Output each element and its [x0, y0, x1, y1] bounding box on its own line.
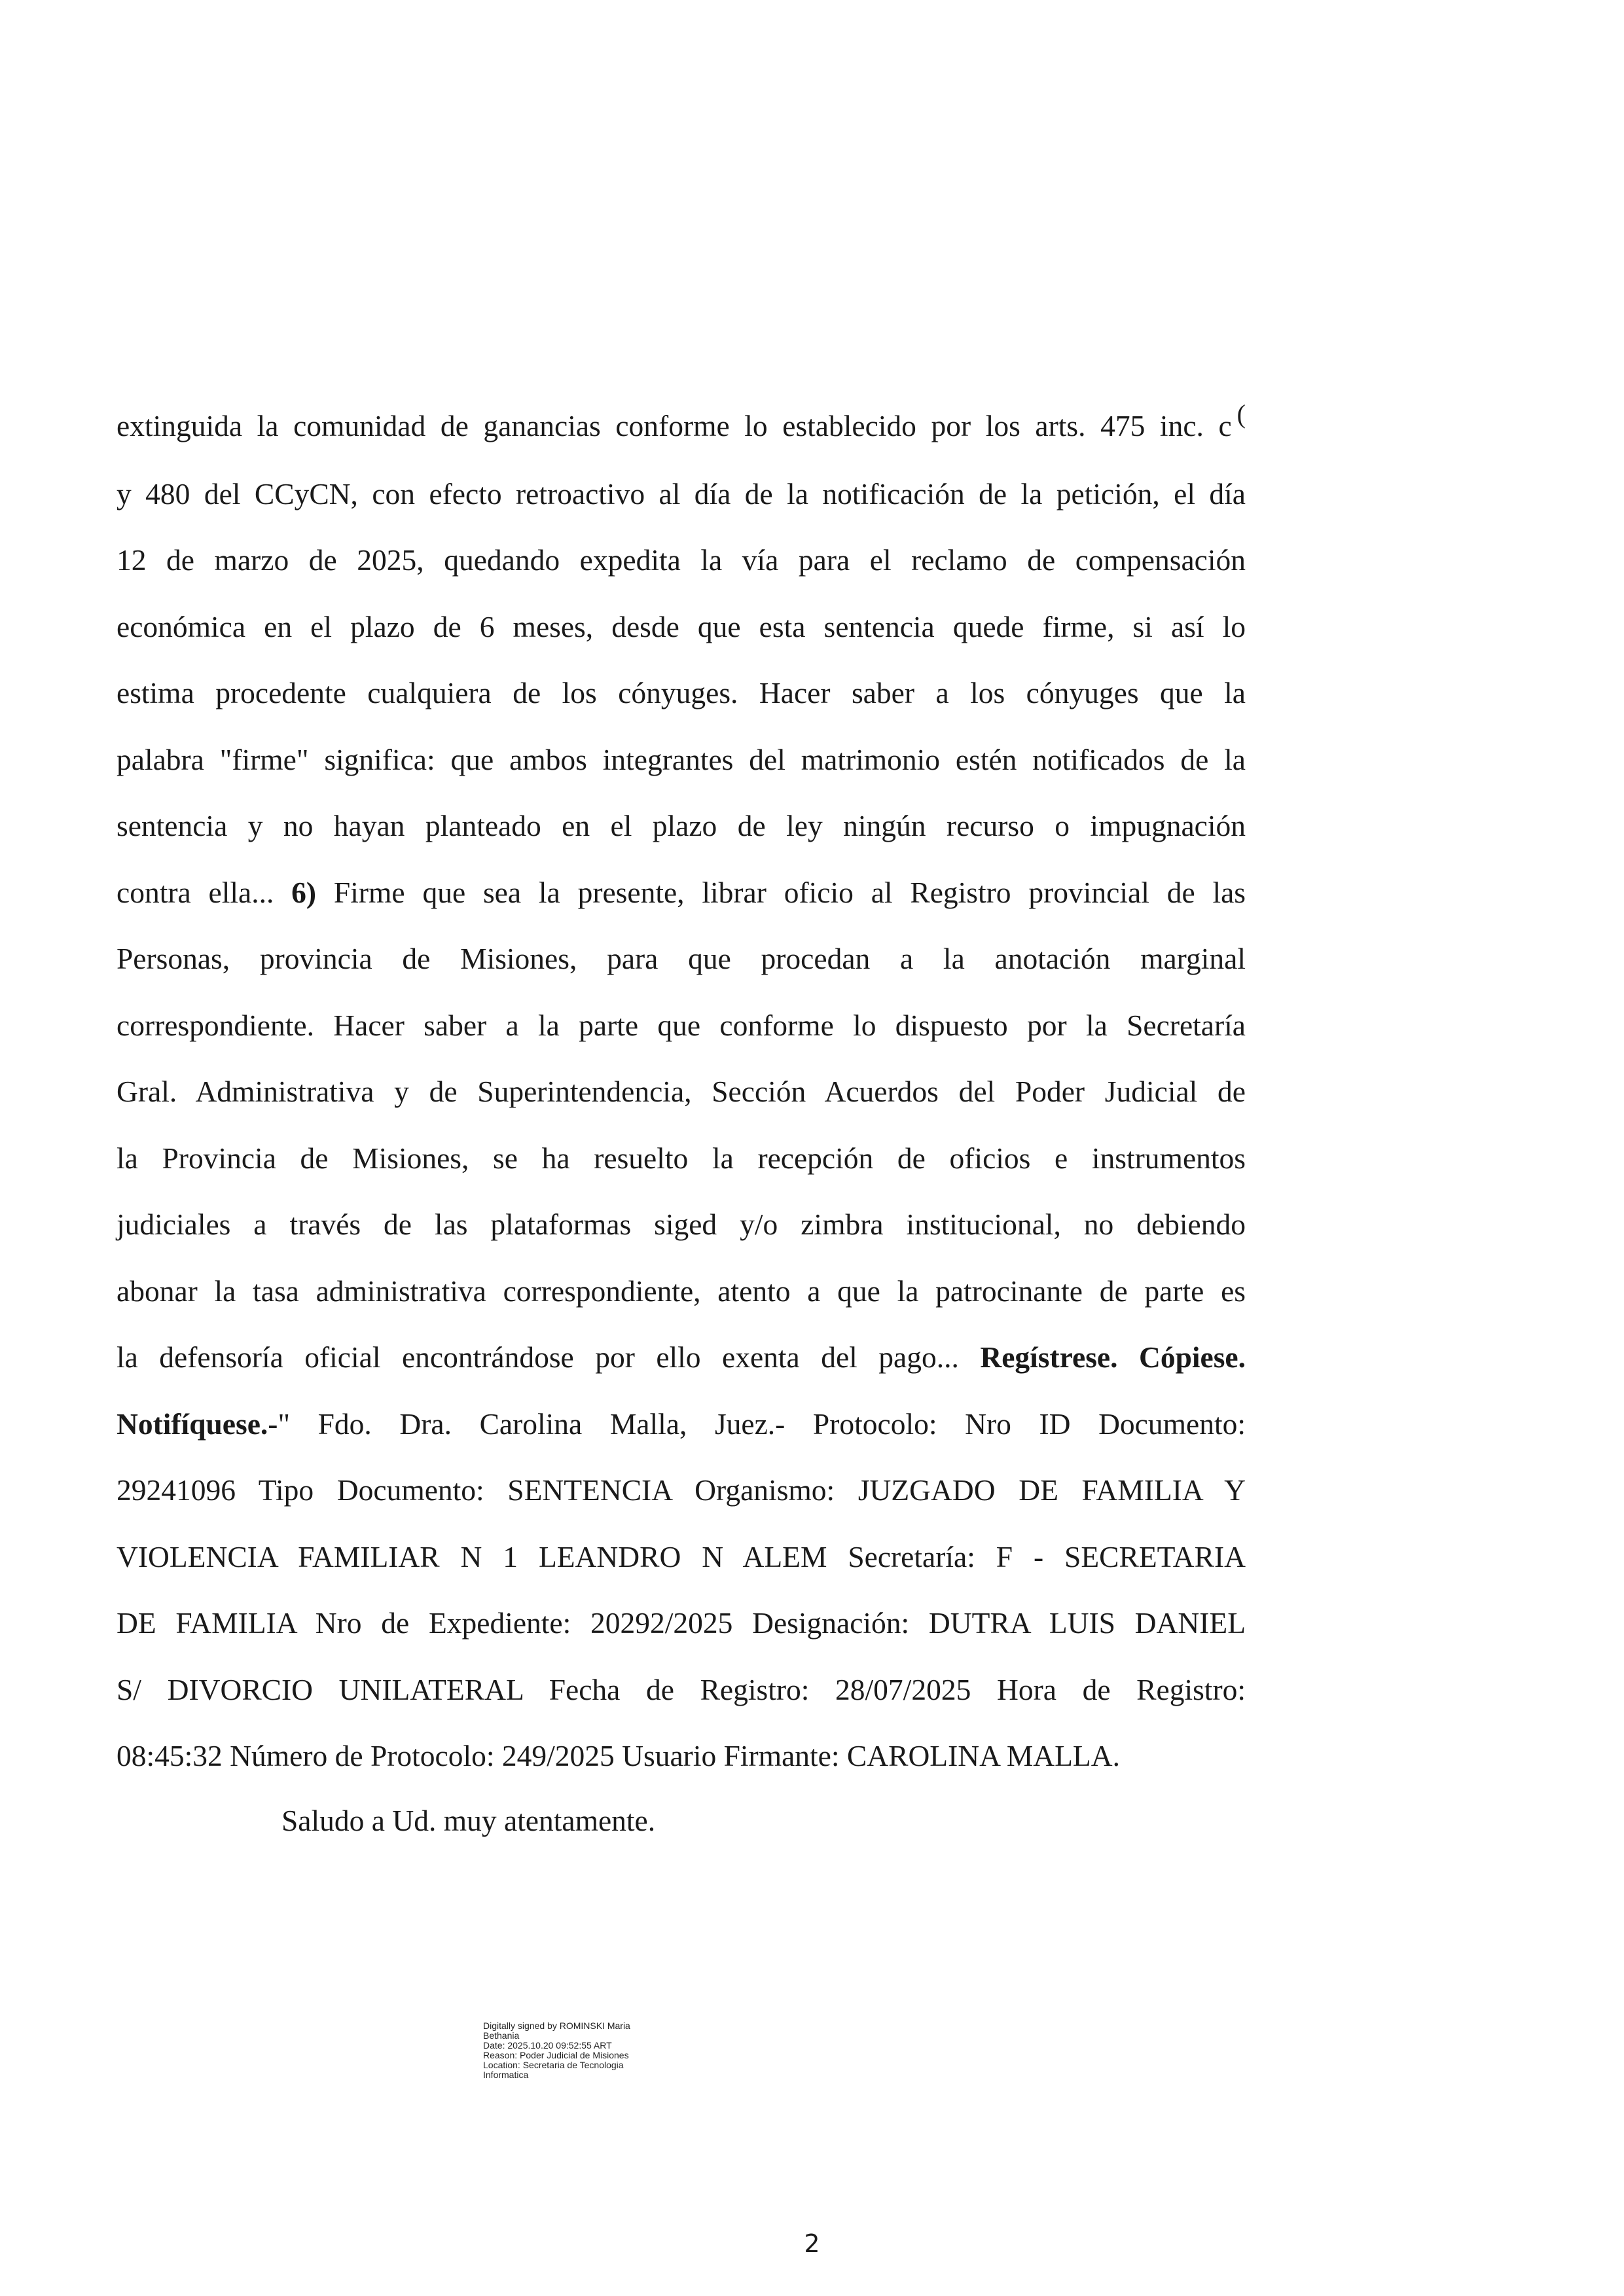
body-line: extinguida la comunidad de ganancias conforme lo establecido por los arts. 475 inc. c ( — [117, 399, 1246, 442]
body-line: la Provincia de Misiones, se ha resuelto la recepción de oficios e instrumentos — [117, 1141, 1246, 1175]
signature-line: Digitally signed by ROMINSKI Maria — [483, 2020, 630, 2031]
signature-line: Informatica — [483, 2070, 529, 2080]
signature-line: Bethania — [483, 2030, 520, 2041]
footnote-mark: ( — [1236, 399, 1246, 429]
body-line: estima procedente cualquiera de los cónyuges. Hacer saber a los cónyuges que la — [117, 676, 1246, 709]
page-number: 2 — [804, 2229, 820, 2258]
document-body — [117, 393, 1246, 1789]
signature-line: Location: Secretaria de Tecnologia — [483, 2060, 624, 2070]
body-line: y 480 del CCyCN, con efecto retroactivo al día de la notificación de la petición, el día — [117, 476, 1246, 511]
closing-salutation: Saludo a Ud. muy atentamente. — [281, 1804, 656, 1837]
body-line: abonar la tasa administrativa correspondiente, atento a que la patrocinante de parte es — [117, 1274, 1246, 1308]
body-line: 12 de marzo de 2025, quedando expedita la vía para el reclamo de compensación — [117, 543, 1246, 577]
item-number: 6) — [291, 875, 317, 909]
register-copy-phrase: Regístrese. Cópiese. — [980, 1340, 1246, 1374]
body-line: contra ella... 6) Firme que sea la presente, librar oficio al Registro provincial de las — [117, 875, 1246, 909]
body-line: judiciales a través de las plataformas siged y/o zimbra institucional, no debiendo — [117, 1208, 1246, 1241]
notify-phrase: Notifíquese.- — [117, 1407, 278, 1441]
body-line: DE FAMILIA Nro de Expediente: 20292/2025 Designación: DUTRA LUIS DANIEL — [117, 1606, 1246, 1640]
body-line: económica en el plazo de 6 meses, desde que esta sentencia quede firme, si así lo — [117, 609, 1246, 643]
body-line: 08:45:32 Número de Protocolo: 249/2025 Usuario Firmante: CAROLINA MALLA. — [117, 1739, 1120, 1772]
body-line: sentencia y no hayan planteado en el plazo de ley ningún recurso o impugnación — [117, 809, 1246, 842]
body-line: VIOLENCIA FAMILIAR N 1 LEANDRO N ALEM Secretaría: F - SECRETARIA — [117, 1539, 1246, 1573]
digital-signature-block — [483, 2021, 745, 2080]
body-line: correspondiente. Hacer saber a la parte que conforme lo dispuesto por la Secretaría — [117, 1008, 1246, 1042]
signature-line: Date: 2025.10.20 09:52:55 ART — [483, 2040, 612, 2051]
body-line: 29241096 Tipo Documento: SENTENCIA Organismo: JUZGADO DE FAMILIA Y — [117, 1473, 1246, 1507]
signature-line: Reason: Poder Judicial de Misiones — [483, 2050, 629, 2060]
body-line: Personas, provincia de Misiones, para que procedan a la anotación marginal — [117, 942, 1246, 975]
body-line: Notifíquese.-" Fdo. Dra. Carolina Malla, Juez.- Protocolo: Nro ID Documento: — [117, 1407, 1246, 1441]
body-line: palabra "firme" significa: que ambos integrantes del matrimonio estén notificados de la — [117, 742, 1246, 776]
body-line: Gral. Administrativa y de Superintendencia, Sección Acuerdos del Poder Judicial de — [117, 1075, 1246, 1108]
body-line: S/ DIVORCIO UNILATERAL Fecha de Registro: 28/07/2025 Hora de Registro: — [117, 1672, 1246, 1706]
body-line: la defensoría oficial encontrándose por ello exenta del pago... Regístrese. Cópiese. — [117, 1340, 1246, 1374]
